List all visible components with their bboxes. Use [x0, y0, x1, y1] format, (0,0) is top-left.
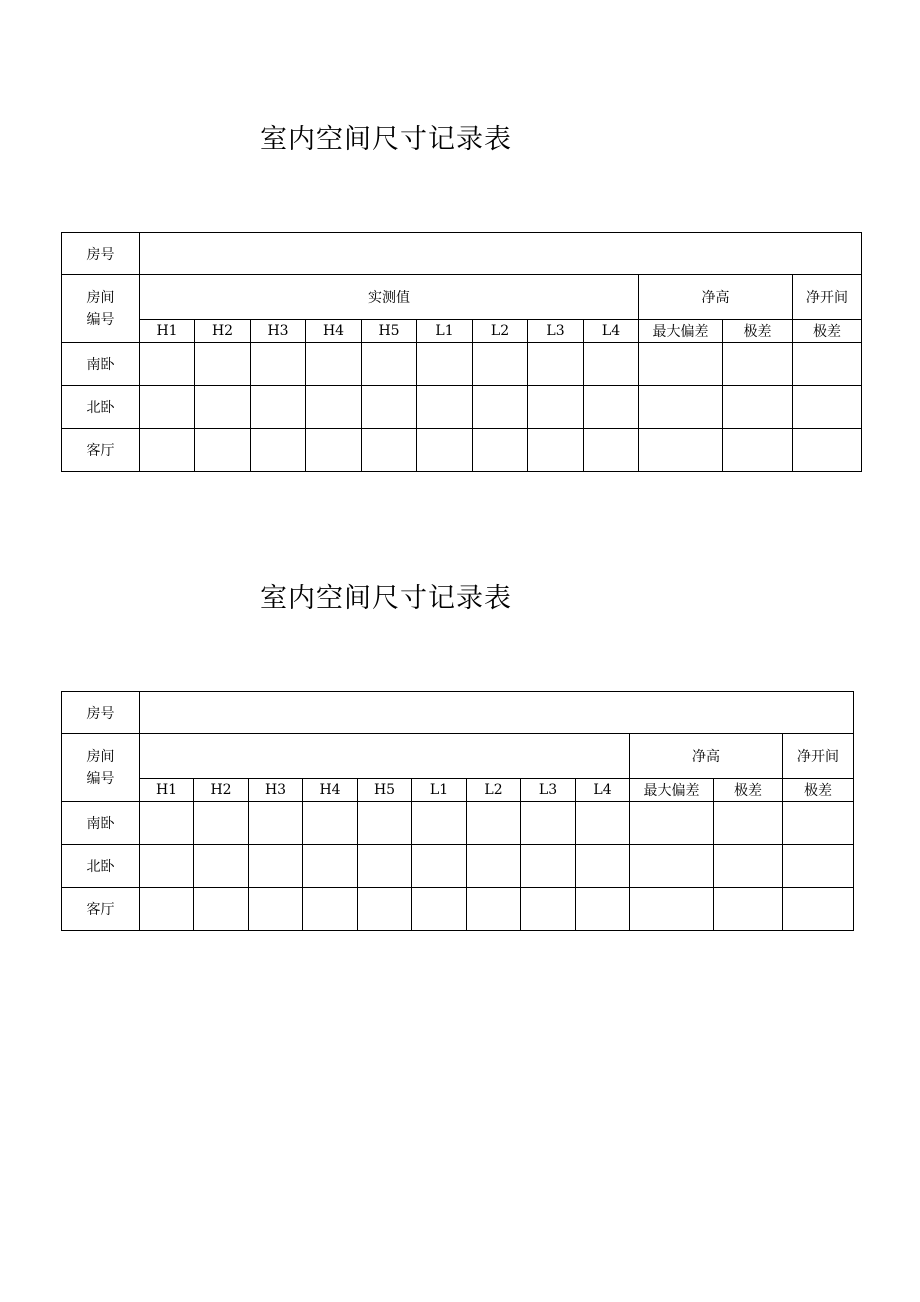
data-cell[interactable]: [584, 429, 639, 472]
data-cell[interactable]: [576, 845, 630, 888]
room-code-label: [62, 734, 140, 802]
column-header: 最大偏差: [630, 779, 714, 802]
table-row: [62, 888, 854, 931]
row-label: 南卧: [62, 802, 140, 845]
table-row: [62, 429, 862, 472]
data-cell[interactable]: [714, 888, 783, 931]
data-cell[interactable]: [412, 845, 467, 888]
data-cell[interactable]: [362, 429, 417, 472]
data-cell[interactable]: [630, 888, 714, 931]
data-cell[interactable]: [584, 343, 639, 386]
row-label: 客厅: [62, 888, 140, 931]
data-cell[interactable]: [473, 343, 528, 386]
column-header: H4: [303, 779, 358, 802]
data-cell[interactable]: [639, 343, 723, 386]
net-opening-header: 净开间: [793, 275, 862, 320]
data-cell[interactable]: [528, 386, 584, 429]
table-row: [62, 343, 862, 386]
column-header: 极差: [783, 779, 854, 802]
data-cell[interactable]: [467, 845, 521, 888]
column-header: H5: [358, 779, 412, 802]
column-header: H2: [194, 779, 249, 802]
room-code-label-line2: 编号: [86, 770, 115, 787]
data-cell[interactable]: [306, 429, 362, 472]
data-cell[interactable]: [194, 845, 249, 888]
row-label: 北卧: [62, 386, 140, 429]
data-cell[interactable]: [528, 429, 584, 472]
data-cell[interactable]: [584, 386, 639, 429]
column-header: L3: [521, 779, 576, 802]
data-cell[interactable]: [303, 802, 358, 845]
row-label: 南卧: [62, 343, 140, 386]
data-cell[interactable]: [249, 802, 303, 845]
data-cell[interactable]: [358, 888, 412, 931]
column-header: L3: [528, 320, 584, 343]
column-header: L2: [473, 320, 528, 343]
data-cell[interactable]: [306, 343, 362, 386]
row-label: 北卧: [62, 845, 140, 888]
data-cell[interactable]: [358, 802, 412, 845]
column-header: H3: [251, 320, 306, 343]
data-cell[interactable]: [251, 429, 306, 472]
data-cell[interactable]: [195, 386, 251, 429]
data-cell[interactable]: [576, 802, 630, 845]
data-cell[interactable]: [412, 888, 467, 931]
data-cell[interactable]: [303, 888, 358, 931]
column-header: L1: [417, 320, 473, 343]
room-code-label: [62, 275, 140, 343]
net-height-header: 净高: [630, 734, 783, 779]
column-header: H1: [140, 320, 195, 343]
data-cell[interactable]: [639, 386, 723, 429]
data-cell[interactable]: [140, 888, 194, 931]
data-cell[interactable]: [473, 429, 528, 472]
data-cell[interactable]: [783, 845, 854, 888]
form-title: 室内空间尺寸记录表: [260, 124, 512, 155]
data-cell[interactable]: [783, 802, 854, 845]
data-cell[interactable]: [358, 845, 412, 888]
room-number-value-cell[interactable]: [140, 233, 862, 275]
data-cell[interactable]: [362, 386, 417, 429]
data-cell[interactable]: [195, 429, 251, 472]
measured-group-header: [140, 734, 630, 779]
data-cell[interactable]: [412, 802, 467, 845]
data-cell[interactable]: [473, 386, 528, 429]
room-number-value-cell[interactable]: [140, 692, 854, 734]
column-header: H5: [362, 320, 417, 343]
table-row: [62, 845, 854, 888]
data-cell[interactable]: [362, 343, 417, 386]
record-table: [61, 232, 862, 472]
table-row: [62, 802, 854, 845]
measured-group-header: 实测值: [140, 275, 639, 320]
column-header: L1: [412, 779, 467, 802]
column-header: 极差: [793, 320, 862, 343]
net-opening-header: 净开间: [783, 734, 854, 779]
room-code-label-line2: 编号: [86, 311, 115, 328]
data-cell[interactable]: [723, 429, 793, 472]
column-header: 极差: [723, 320, 793, 343]
data-cell[interactable]: [140, 429, 195, 472]
table-row: [62, 386, 862, 429]
data-cell[interactable]: [249, 845, 303, 888]
column-header: H1: [140, 779, 194, 802]
room-number-label: 房号: [62, 692, 140, 734]
data-cell[interactable]: [528, 343, 584, 386]
data-cell[interactable]: [249, 888, 303, 931]
room-code-label-line1: 房间: [86, 289, 115, 306]
data-cell[interactable]: [306, 386, 362, 429]
data-cell[interactable]: [194, 802, 249, 845]
record-table: [61, 691, 854, 931]
data-cell[interactable]: [793, 386, 862, 429]
data-cell[interactable]: [251, 343, 306, 386]
data-cell[interactable]: [467, 888, 521, 931]
form-title: 室内空间尺寸记录表: [260, 583, 512, 614]
data-cell[interactable]: [521, 888, 576, 931]
data-cell[interactable]: [140, 386, 195, 429]
data-cell[interactable]: [793, 429, 862, 472]
column-header: L4: [576, 779, 630, 802]
data-cell[interactable]: [303, 845, 358, 888]
row-label: 客厅: [62, 429, 140, 472]
net-height-header: 净高: [639, 275, 793, 320]
data-cell[interactable]: [723, 343, 793, 386]
data-cell[interactable]: [630, 845, 714, 888]
data-cell[interactable]: [417, 429, 473, 472]
data-cell[interactable]: [195, 343, 251, 386]
data-cell[interactable]: [417, 343, 473, 386]
data-cell[interactable]: [639, 429, 723, 472]
data-cell[interactable]: [714, 845, 783, 888]
data-cell[interactable]: [467, 802, 521, 845]
column-header: H2: [195, 320, 251, 343]
data-cell[interactable]: [723, 386, 793, 429]
data-cell[interactable]: [521, 845, 576, 888]
data-cell[interactable]: [783, 888, 854, 931]
data-cell[interactable]: [714, 802, 783, 845]
data-cell[interactable]: [417, 386, 473, 429]
column-header: 极差: [714, 779, 783, 802]
column-header: L2: [467, 779, 521, 802]
data-cell[interactable]: [251, 386, 306, 429]
room-number-label: 房号: [62, 233, 140, 275]
data-cell[interactable]: [793, 343, 862, 386]
data-cell[interactable]: [194, 888, 249, 931]
column-header: H3: [249, 779, 303, 802]
data-cell[interactable]: [521, 802, 576, 845]
column-header: L4: [584, 320, 639, 343]
room-code-label-line1: 房间: [86, 748, 115, 765]
data-cell[interactable]: [140, 343, 195, 386]
column-header: 最大偏差: [639, 320, 723, 343]
data-cell[interactable]: [630, 802, 714, 845]
data-cell[interactable]: [140, 845, 194, 888]
data-cell[interactable]: [140, 802, 194, 845]
column-header: H4: [306, 320, 362, 343]
data-cell[interactable]: [576, 888, 630, 931]
